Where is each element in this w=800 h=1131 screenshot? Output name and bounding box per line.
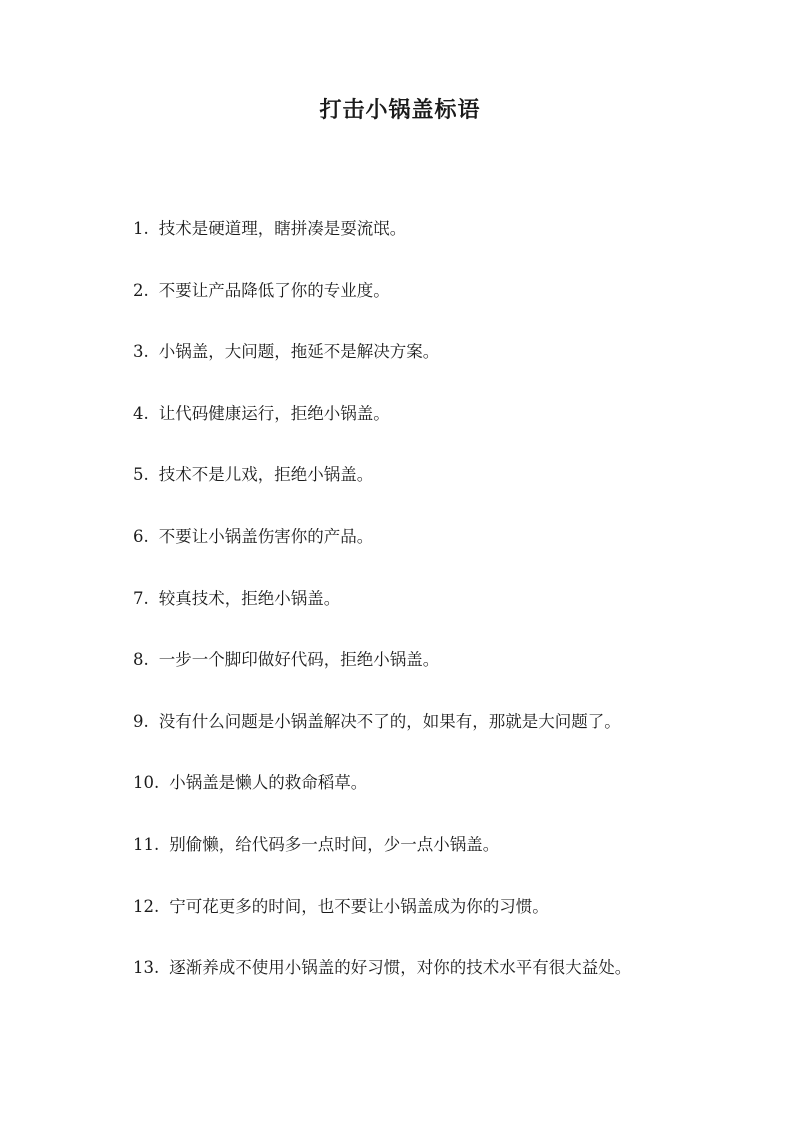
item-text: 一步一个脚印做好代码，拒绝小锅盖。 (158, 650, 440, 670)
slogan-list (133, 214, 753, 1015)
item-number: 10. (133, 773, 160, 793)
item-number: 5. (133, 465, 149, 485)
item-number: 6. (133, 526, 149, 546)
item-number: 8. (133, 650, 149, 670)
item-text: 技术是硬道理，瞎拼凑是耍流氓。 (158, 219, 407, 238)
item-text: 不要让小锅盖伤害你的产品。 (158, 526, 374, 546)
item-text: 小锅盖是懒人的救命稻草。 (169, 773, 368, 793)
item-text: 逐渐养成不使用小锅盖的好习惯，对你的技术水平有很大益处。 (169, 958, 632, 978)
list-item (133, 460, 753, 522)
list-item (133, 399, 753, 461)
item-text: 别偷懒，给代码多一点时间，少一点小锅盖。 (169, 834, 500, 854)
item-number: 2. (133, 280, 149, 300)
item-number: 7. (133, 588, 149, 608)
item-text: 宁可花更多的时间，也不要让小锅盖成为你的习惯。 (169, 896, 549, 916)
list-item (133, 276, 753, 338)
list-item (133, 707, 753, 769)
item-text: 小锅盖，大问题，拖延不是解决方案。 (158, 342, 440, 362)
item-text: 不要让产品降低了你的专业度。 (158, 280, 390, 300)
list-item (133, 645, 753, 707)
list-item (133, 584, 753, 646)
item-number: 4. (133, 403, 149, 423)
list-item (133, 214, 753, 276)
list-item (133, 953, 753, 1015)
item-text: 没有什么问题是小锅盖解决不了的，如果有，那就是大问题了。 (158, 711, 621, 731)
item-number: 11. (133, 834, 160, 854)
item-number: 12. (133, 896, 160, 916)
item-number: 13. (133, 958, 160, 978)
item-number: 1. (133, 219, 149, 238)
item-number: 9. (133, 711, 149, 731)
item-text: 让代码健康运行，拒绝小锅盖。 (158, 403, 390, 423)
list-item (133, 337, 753, 399)
list-item (133, 892, 753, 954)
list-item (133, 830, 753, 892)
item-text: 较真技术，拒绝小锅盖。 (158, 588, 341, 608)
list-item (133, 768, 753, 830)
document-title: 打击小锅盖标语 (319, 97, 481, 123)
item-text: 技术不是儿戏，拒绝小锅盖。 (158, 465, 374, 485)
item-number: 3. (133, 342, 149, 362)
list-item (133, 522, 753, 584)
